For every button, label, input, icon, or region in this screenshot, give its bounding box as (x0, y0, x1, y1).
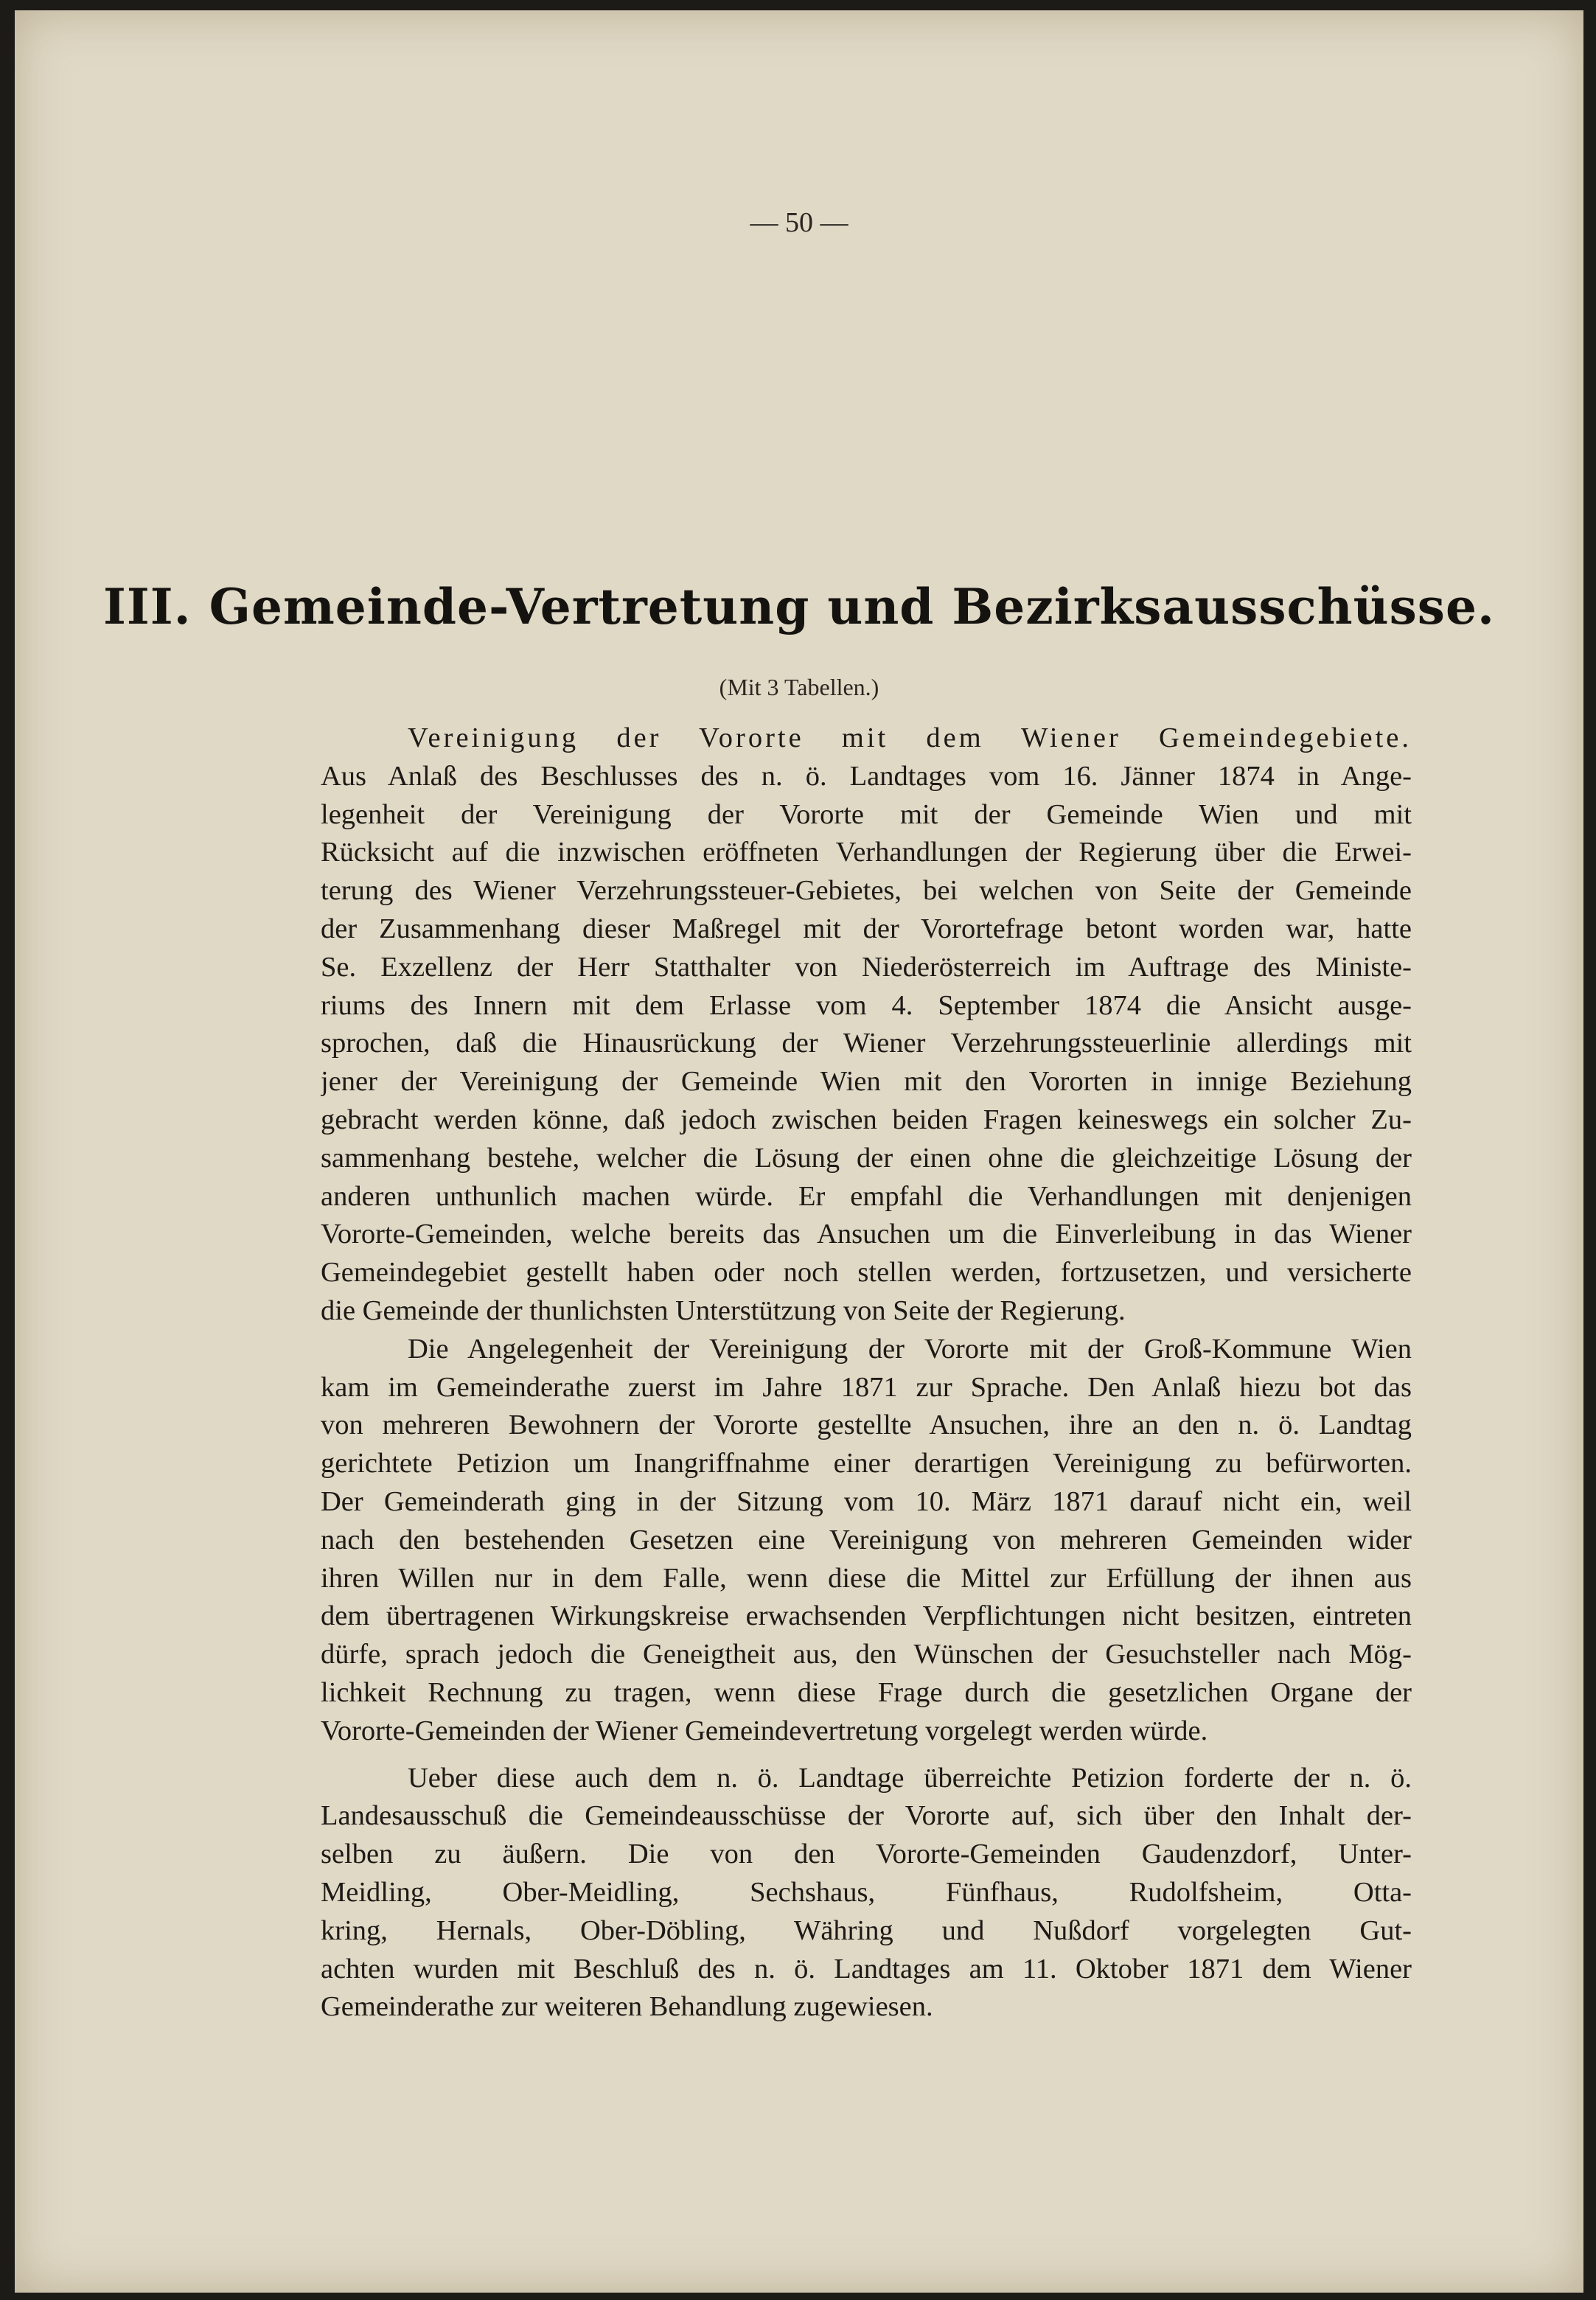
text-line: kring, Hernals, Ober-Döbling, Währing und Nußdorf vorgelegten Gut- (321, 1914, 1412, 1946)
paragraph-3-first-line: Ueber diese auch dem n. ö. Landtage überreichte Petizion forderte der n. ö. (408, 1762, 1412, 1794)
text-line: Gemeinderathe zur weiteren Behandlung zugewiesen. (321, 1991, 933, 2023)
paragraph-2-first-line: Die Angelegenheit der Vereinigung der Vororte mit der Groß-Kommune Wien (408, 1333, 1412, 1365)
text-line: kam im Gemeinderathe zuerst im Jahre 1871 zur Sprache. Den Anlaß hiezu bot das (321, 1371, 1412, 1403)
chapter-subtitle: (Mit 3 Tabellen.) (719, 674, 879, 700)
text-line: Meidling, Ober-Meidling, Sechshaus, Fünfhaus, Rudolfsheim, Otta- (321, 1876, 1412, 1908)
text-line: gerichtete Petizion um Inangriffnahme einer derartigen Vereinigung zu befürworten. (321, 1448, 1412, 1480)
chapter-title: III. Gemeinde-Vertretung und Bezirksausschüsse. (103, 578, 1495, 635)
text-line: lichkeit Rechnung zu tragen, wenn diese Frage durch die gesetzlichen Organe der (321, 1676, 1412, 1708)
text-line: Vororte-Gemeinden der Wiener Gemeindevertretung vorgelegt werden würde. (321, 1715, 1208, 1746)
text-line: Aus Anlaß des Beschlusses des n. ö. Landtages vom 16. Jänner 1874 in Ange- (321, 760, 1412, 792)
text-line: sammenhang bestehe, welcher die Lösung der einen ohne die gleichzeitige Lösung der (321, 1142, 1412, 1174)
text-line: Gemeindegebiet gestellt haben oder noch stellen werden, fortzusetzen, und versicherte (321, 1257, 1412, 1289)
text-line: der Zusammenhang dieser Maßregel mit der Vorortefrage betont worden war, hatte (321, 913, 1412, 944)
text-line: jener der Vereinigung der Gemeinde Wien mit den Vororten in innige Beziehung (321, 1066, 1412, 1098)
page-number: — 50 — (750, 207, 848, 238)
text-line: nach den bestehenden Gesetzen eine Vereinigung von mehreren Gemeinden wider (321, 1524, 1412, 1555)
document-page (15, 10, 1583, 2293)
text-line: ihren Willen nur in dem Falle, wenn diese die Mittel zur Erfüllung der ihnen aus (321, 1562, 1412, 1594)
text-line: Rücksicht auf die inzwischen eröffneten Verhandlungen der Regierung über die Erwei- (321, 837, 1412, 868)
text-line: dem übertragenen Wirkungskreise erwachsenden Verpflichtungen nicht besitzen, eintreten (321, 1600, 1412, 1632)
body-text (321, 719, 1412, 2027)
text-line: sprochen, daß die Hinausrückung der Wiener Verzehrungssteuerlinie allerdings mit (321, 1028, 1412, 1059)
text-line: selben zu äußern. Die von den Vororte-Gemeinden Gaudenzdorf, Unter- (321, 1839, 1412, 1870)
text-line: legenheit der Vereinigung der Vororte mit der Gemeinde Wien und mit (321, 798, 1412, 830)
paragraph-gap (321, 1751, 1412, 1760)
paragraph-1-heading-line: Vereinigung der Vororte mit dem Wiener Gemeindegebiete. (408, 722, 1412, 753)
text-line: terung des Wiener Verzehrungssteuer-Gebietes, bei welchen von Seite der Gemeinde (321, 875, 1412, 907)
text-line: dürfe, sprach jedoch die Geneigtheit aus, den Wünschen der Gesuchsteller nach Mög- (321, 1639, 1412, 1670)
text-line: Landesausschuß die Gemeindeausschüsse der Vororte auf, sich über den Inhalt der- (321, 1800, 1412, 1832)
text-line: Se. Exzellenz der Herr Statthalter von Niederösterreich im Auftrage des Ministe- (321, 951, 1412, 983)
text-line: die Gemeinde der thunlichsten Unterstützung von Seite der Regierung. (321, 1294, 1126, 1326)
text-line: anderen unthunlich machen würde. Er empfahl die Verhandlungen mit denjenigen (321, 1180, 1412, 1212)
text-line: achten wurden mit Beschluß des n. ö. Landtages am 11. Oktober 1871 dem Wiener (321, 1953, 1412, 1984)
text-line: von mehreren Bewohnern der Vororte gestellte Ansuchen, ihre an den n. ö. Landtag (321, 1409, 1412, 1441)
text-line: riums des Innern mit dem Erlasse vom 4. September 1874 die Ansicht ausge- (321, 989, 1412, 1021)
text-line: Der Gemeinderath ging in der Sitzung vom 10. März 1871 darauf nicht ein, weil (321, 1485, 1412, 1517)
text-line: Vororte-Gemeinden, welche bereits das Ansuchen um die Einverleibung in das Wiener (321, 1219, 1412, 1250)
text-line: gebracht werden könne, daß jedoch zwischen beiden Fragen keineswegs ein solcher Zu- (321, 1104, 1412, 1135)
